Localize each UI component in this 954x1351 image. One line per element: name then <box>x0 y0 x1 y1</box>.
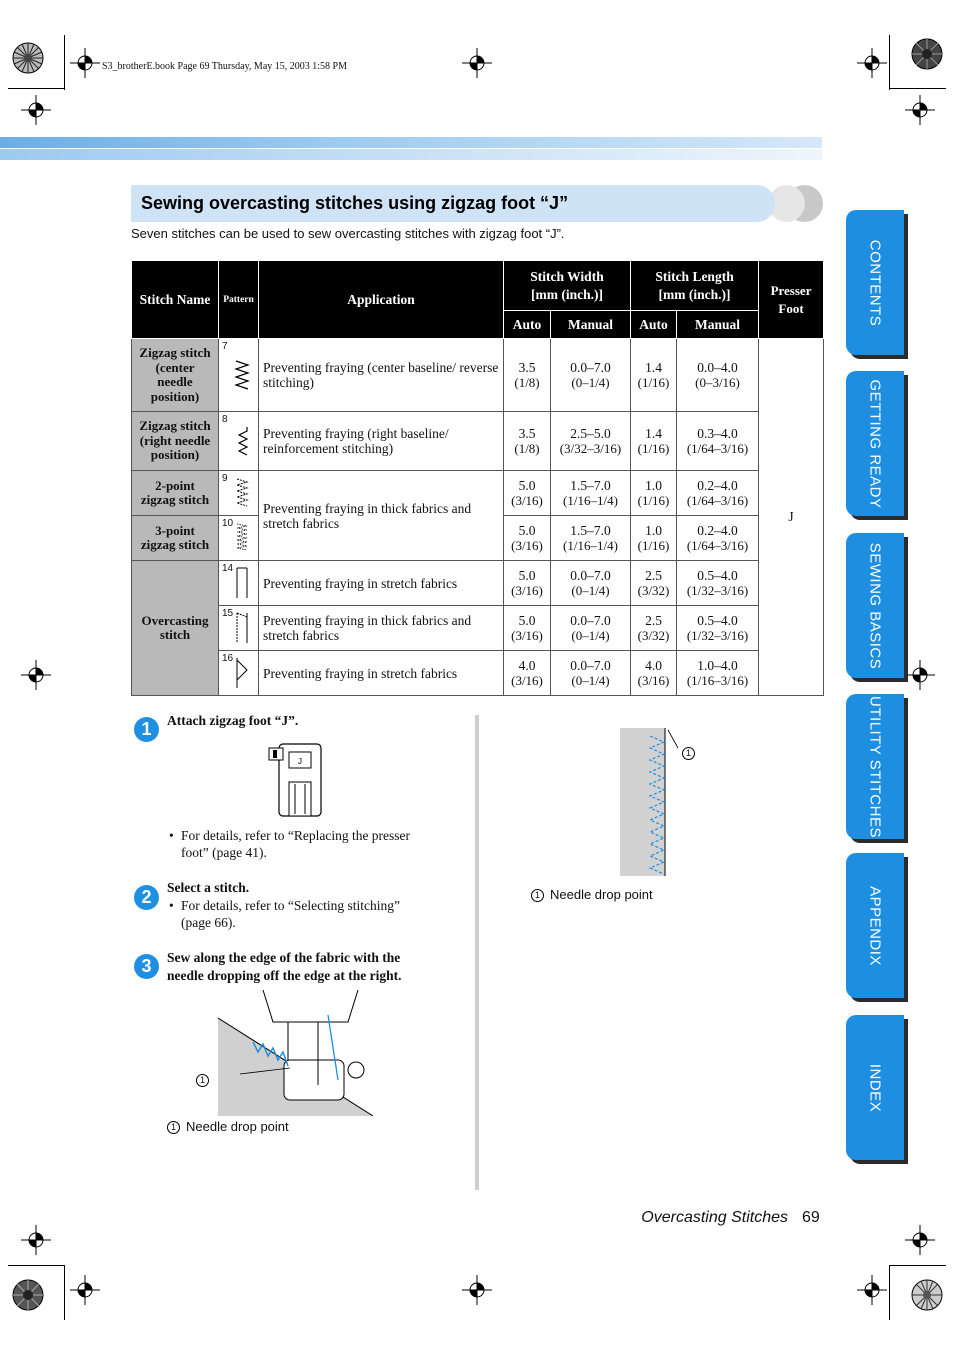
registration-mark-icon <box>905 1225 935 1255</box>
presser-foot-cell: J <box>759 339 824 696</box>
color-rosette-icon <box>911 1279 943 1311</box>
pattern-cell: 16 <box>219 651 259 696</box>
needle-drop-caption-right: 1 Needle drop point <box>531 887 653 902</box>
intro-text: Seven stitches can be used to sew overcasting stitches with zigzag foot “J”. <box>131 226 565 241</box>
section-title <box>131 185 775 222</box>
length-manual-cell: 0.3–4.0 (1/64–3/16) <box>677 412 759 471</box>
registration-mark-icon <box>70 48 100 78</box>
overcasting-stitch-icon <box>233 610 251 646</box>
application-cell: Preventing fraying (center baseline/ reverse stitching) <box>259 339 504 412</box>
length-manual-cell: 0.2–4.0 (1/64–3/16) <box>677 516 759 561</box>
callout-1: 1 <box>196 1071 215 1089</box>
width-manual-cell: 1.5–7.0 (1/16–1/4) <box>551 516 631 561</box>
step-2-bullet: • For details, refer to “Selecting stitching” (page 66). <box>169 898 400 930</box>
tab-getting-ready[interactable]: GETTING READY <box>846 371 904 516</box>
color-rosette-icon <box>911 38 943 70</box>
header-stitch-name: Stitch Name <box>132 261 219 339</box>
registration-mark-icon <box>21 95 51 125</box>
header-length-auto: Auto <box>631 311 677 339</box>
foot-letter: J <box>298 757 302 766</box>
header-width-auto: Auto <box>504 311 551 339</box>
header-application: Application <box>259 261 504 339</box>
width-manual-cell: 0.0–7.0 (0–1/4) <box>551 606 631 651</box>
header-bar <box>0 149 822 160</box>
width-auto-cell: 5.0 (3/16) <box>504 516 551 561</box>
length-manual-cell: 0.5–4.0 (1/32–3/16) <box>677 561 759 606</box>
tab-utility-stitches[interactable]: UTILITY STITCHES <box>846 694 904 839</box>
needle-drop-illustration <box>620 728 680 878</box>
header-width-manual: Manual <box>551 311 631 339</box>
overcasting-stitch-icon <box>233 565 251 601</box>
length-auto-cell: 1.0 (1/16) <box>631 516 677 561</box>
width-auto-cell: 5.0 (3/16) <box>504 561 551 606</box>
book-header: S3_brotherE.book Page 69 Thursday, May 15, 2003 1:58 PM <box>102 61 347 72</box>
registration-mark-icon <box>905 95 935 125</box>
column-divider <box>475 715 479 1190</box>
length-manual-cell: 0.0–4.0 (0–3/16) <box>677 339 759 412</box>
width-manual-cell: 2.5–5.0 (3/32–3/16) <box>551 412 631 471</box>
3-point-zigzag-icon <box>233 520 251 556</box>
table-row <box>132 561 824 606</box>
stitch-name-2-point: 2-point zigzag stitch <box>132 471 219 516</box>
right-zigzag-stitch-icon <box>233 423 251 459</box>
pattern-cell: 7 <box>219 339 259 412</box>
length-manual-cell: 1.0–4.0 (1/16–3/16) <box>677 651 759 696</box>
2-point-zigzag-icon <box>233 475 251 511</box>
header-stitch-length: Stitch Length [mm (inch.)] <box>631 261 759 311</box>
length-manual-cell: 0.5–4.0 (1/32–3/16) <box>677 606 759 651</box>
header-bar <box>0 137 822 148</box>
registration-mark-icon <box>857 48 887 78</box>
application-cell: Preventing fraying in stretch fabrics <box>259 651 504 696</box>
stitch-name-zigzag-right: Zigzag stitch (right needle position) <box>132 412 219 471</box>
application-cell: Preventing fraying in thick fabrics and stretch fabrics <box>259 606 504 651</box>
color-rosette-icon <box>12 42 44 74</box>
page-number: 69 <box>802 1209 820 1226</box>
pattern-cell: 9 <box>219 471 259 516</box>
step-2-badge: 2 <box>134 885 159 910</box>
overcasting-stitch-icon <box>233 655 251 691</box>
length-auto-cell: 1.4 (1/16) <box>631 412 677 471</box>
table-row <box>132 471 824 516</box>
stitch-name-zigzag-center: Zigzag stitch (center needle position) <box>132 339 219 412</box>
registration-mark-icon <box>905 660 935 690</box>
zigzag-foot-icon <box>265 740 325 820</box>
table-row <box>132 606 824 651</box>
table-row <box>132 651 824 696</box>
step-1-title: Attach zigzag foot “J”. <box>167 713 299 728</box>
step-3-badge: 3 <box>134 954 159 979</box>
width-manual-cell: 0.0–7.0 (0–1/4) <box>551 651 631 696</box>
table-row <box>132 412 824 471</box>
width-auto-cell: 3.5 (1/8) <box>504 339 551 412</box>
pattern-cell: 14 <box>219 561 259 606</box>
step-1-bullet: • For details, refer to “Replacing the presser foot” (page 41). <box>169 828 411 860</box>
application-cell: Preventing fraying in thick fabrics and stretch fabrics <box>259 471 504 561</box>
length-auto-cell: 1.4 (1/16) <box>631 339 677 412</box>
step-3-title: Sew along the edge of the fabric with the needle dropping off the edge at the right. <box>167 950 402 983</box>
stitch-name-3-point: 3-point zigzag stitch <box>132 516 219 561</box>
width-auto-cell: 4.0 (3/16) <box>504 651 551 696</box>
registration-mark-icon <box>462 48 492 78</box>
width-manual-cell: 0.0–7.0 (0–1/4) <box>551 561 631 606</box>
length-manual-cell: 0.2–4.0 (1/64–3/16) <box>677 471 759 516</box>
color-rosette-icon <box>12 1279 44 1311</box>
needle-drop-caption-left: 1 Needle drop point <box>167 1119 289 1134</box>
callout-1: 1 <box>682 744 701 762</box>
step-2-title: Select a stitch. <box>167 880 250 895</box>
length-auto-cell: 2.5 (3/32) <box>631 606 677 651</box>
length-auto-cell: 2.5 (3/32) <box>631 561 677 606</box>
header-length-manual: Manual <box>677 311 759 339</box>
footer-section-title: Overcasting Stitches <box>641 1209 788 1226</box>
tab-sewing-basics[interactable]: SEWING BASICS <box>846 533 904 678</box>
section-title-text: Sewing overcasting stitches using zigzag foot “J” <box>141 193 569 213</box>
step-1-badge: 1 <box>134 717 159 742</box>
zigzag-stitch-icon <box>233 357 251 393</box>
tab-appendix[interactable]: APPENDIX <box>846 853 904 998</box>
registration-mark-icon <box>21 1225 51 1255</box>
stitch-table <box>131 260 824 696</box>
registration-mark-icon <box>462 1275 492 1305</box>
tab-contents[interactable]: CONTENTS <box>846 210 904 355</box>
length-auto-cell: 4.0 (3/16) <box>631 651 677 696</box>
width-auto-cell: 3.5 (1/8) <box>504 412 551 471</box>
pattern-cell: 10 <box>219 516 259 561</box>
header-pattern: Pattern <box>219 261 259 339</box>
width-manual-cell: 0.0–7.0 (0–1/4) <box>551 339 631 412</box>
width-auto-cell: 5.0 (3/16) <box>504 471 551 516</box>
width-manual-cell: 1.5–7.0 (1/16–1/4) <box>551 471 631 516</box>
registration-mark-icon <box>21 660 51 690</box>
pattern-cell: 8 <box>219 412 259 471</box>
length-auto-cell: 1.0 (1/16) <box>631 471 677 516</box>
application-cell: Preventing fraying in stretch fabrics <box>259 561 504 606</box>
header-presser-foot: Presser Foot <box>759 261 824 339</box>
pattern-cell: 15 <box>219 606 259 651</box>
tab-index[interactable]: INDEX <box>846 1015 904 1160</box>
application-cell: Preventing fraying (right baseline/ reinforcement stitching) <box>259 412 504 471</box>
registration-mark-icon <box>857 1275 887 1305</box>
registration-mark-icon <box>70 1275 100 1305</box>
table-row <box>132 339 824 412</box>
sewing-edge-illustration <box>218 990 373 1118</box>
width-auto-cell: 5.0 (3/16) <box>504 606 551 651</box>
header-stitch-width: Stitch Width [mm (inch.)] <box>504 261 631 311</box>
stitch-name-overcasting: Overcasting stitch <box>132 561 219 696</box>
